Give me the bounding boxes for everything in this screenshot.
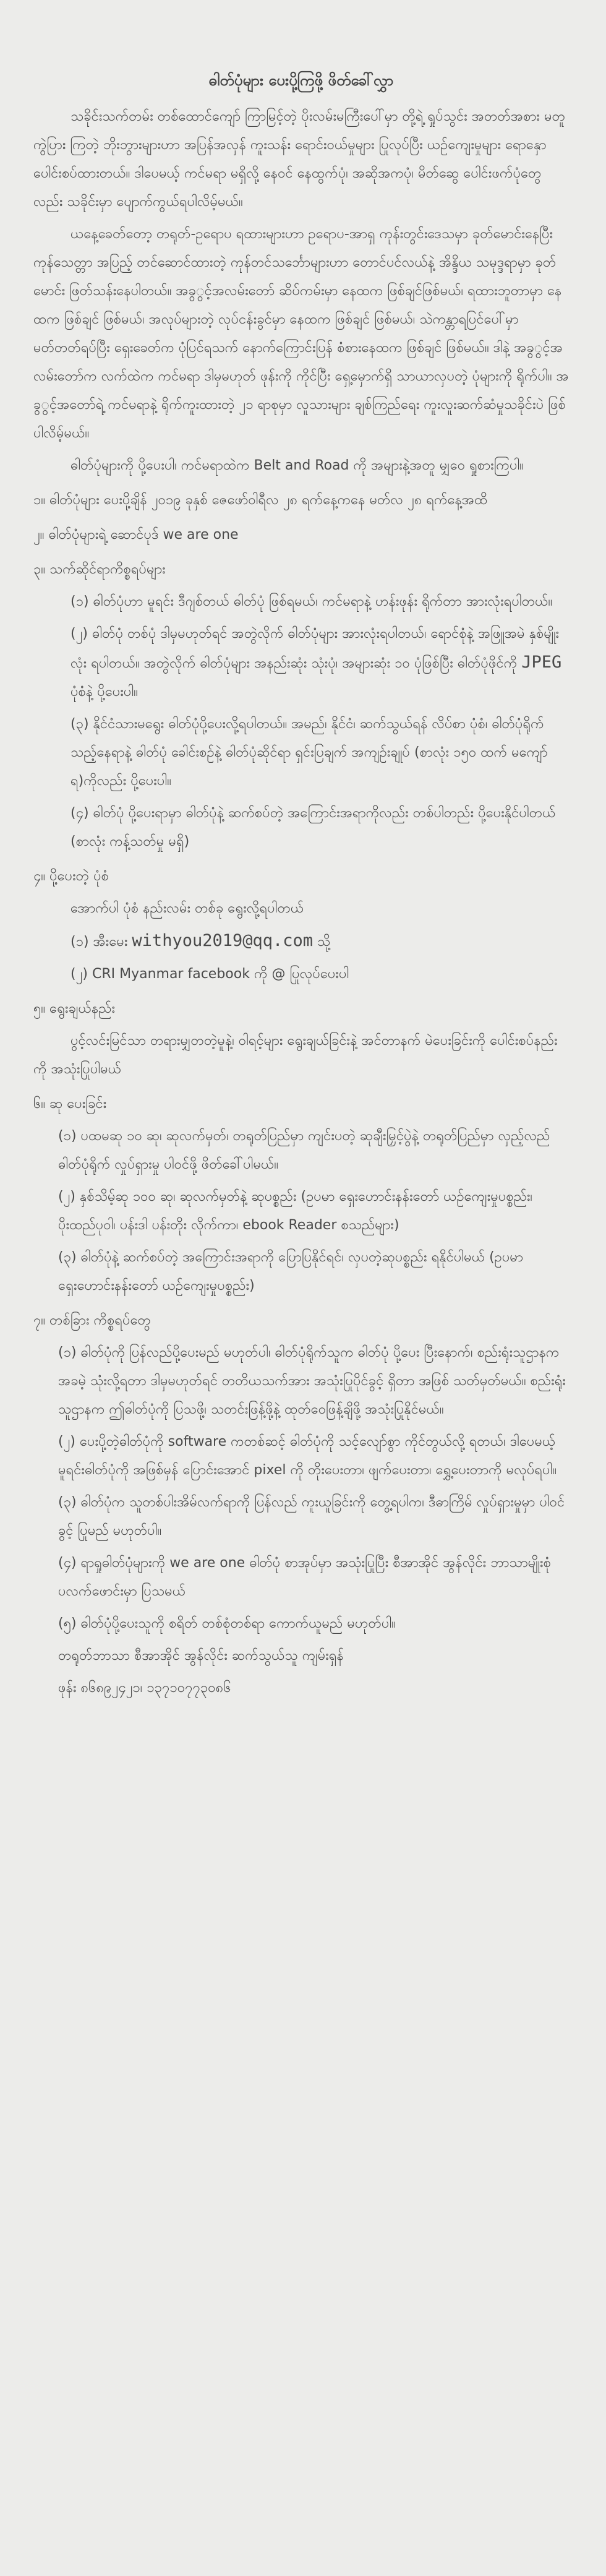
intro-paragraph-1: သခိုင်းသက်တမ်း တစ်ထောင်ကျော် ကြာမြင့်တဲ့ ပိုးလမ်းမကြီးပေါ်မှာ တို့ရဲ့ ရှုပ်သွင်း အတတ်အစား မတူကွဲပြား ကြတဲ့ ဘိုးဘွားများဟာ အပြန်အလှန် ကူးသန်း ရောင်းဝယ်မှုများ ပြုလုပ်ပြီး ယဉ်ကျေးမှုများ ရောနှောပေါင်းစပ်ထားတယ်။ ဒါပေမယ့် ကင်မရာ မရှိလို့ နေဝင် နေထွက်ပုံ၊ အဆိုအကပုံ၊ မိတ်ဆွေ ပေါင်းဖက်ပုံတွေလည်း သခိုင်းမှာ ပျောက်ကွယ်ရပါလိမ့်မယ်။	[33, 109, 566, 210]
section-4-heading: ၄။ ပို့ပေးတဲ့ ပုံစံ	[33, 869, 109, 884]
section-5-heading: ၅။ ရွေးချယ်နည်း	[33, 1001, 116, 1016]
section-7-heading: ၇။ တစ်ခြား ကိစ္စရပ်တွေ	[33, 1313, 151, 1328]
section-3-item-2-text-a: (၂) ဓါတ်ပုံ တစ်ပုံ ဒါမှမဟုတ်ရင် အတွဲလိုက် ဓါတ်ပုံများ အားလုံးရပါတယ်၊ ရောင်စုံနဲ့ အဖြူအမဲ နှစ်မျိုးလုံး ရပါတယ်။ အတွဲလိုက် ဓါတ်ပုံများ အနည်းဆုံး သုံးပုံ၊ အများဆုံး ၁၀ ပုံဖြစ်ပြီး ဓါတ်ပုံဖိုင်ကို	[70, 626, 560, 671]
contact-phone: ဖုန်း ၈၆၈၉၂၄၂၁၊ ၁၃၇၁၀၇၇၃၀၈၆	[58, 1680, 231, 1696]
section-2-slogan: ၂။ ဓါတ်ပုံများရဲ့ ဆောင်ပုဒ် we are one	[33, 527, 239, 543]
jpeg-format-label: JPEG	[521, 653, 562, 672]
intro-paragraph-2: ယနေ့ခေတ်တော့ တရုတ်-ဥရောပ ရထားများဟာ ဥရောပ-အာရှ ကုန်းတွင်းဒေသမှာ ခုတ်မောင်းနေပြီး ကုန်သေတ္တာ အပြည့် တင်ဆောင်ထားတဲ့ ကုန်တင်သင်္ဘောများဟာ တောင်ပင်လယ်နဲ့ အိန္ဒိယ သမုဒ္ဒရာမှာ ခုတ်မောင်း ဖြတ်သန်းနေပါတယ်။ အခွွင့်အလမ်းတော် ဆိပ်ကမ်းမှာ နေထက ဖြစ်ချင်ဖြစ်မယ်၊ ရထားဘူတာမှာ နေထက ဖြစ်ချင် ဖြစ်မယ်၊ အလုပ်များတဲ့ လုပ်ငန်းခွင်မှာ နေထက ဖြစ်ချင် ဖြစ်မယ်၊ သဲကန္တာရပြင်ပေါ်မှာ မတ်တတ်ရပ်ပြီး ရှေးခေတ်က ပုံပြင်ရသက် နောက်ကြောင်းပြန် စံစားနေထက ဖြစ်ချင် ဖြစ်မယ်။ ဒါနဲ့ အခွွင့်အလမ်းတော်က လက်ထဲက ကင်မရာ ဒါမှမဟုတ် ဖုန်းကို ကိုင်ပြီး ရှေ့မှောက်ရှိ သာယာလှပတဲ့ ပုံများကို ရိုက်ပါ။ အခွွင့်အတော်ရဲ့ ကင်မရာနဲ့ ရိုက်ကူးထားတဲ့ ၂၁ ရာစုမှာ လူသားများ ချစ်ကြည်ရေး ကူးလူးဆက်ဆံမှုသခိုင်းပဲ ဖြစ်ပါလိမ့်မယ်။	[33, 226, 569, 441]
section-7-item-2: (၂) ပေးပို့တဲ့ဓါတ်ပုံကို software ကတစ်ဆင့် ဓါတ်ပုံကို သင့်လျော်စွာ ကိုင်တွယ်လို့ ရတယ်၊ ဒါပေမယ့် မူရင်းဓါတ်ပုံကို အဖြစ်မှန် ပြောင်းအောင် pixel ကို တိုးပေးတာ၊ ဖျက်ပေးတာ၊ ရွှေ့ပေးတာကို မလုပ်ရပါ။	[58, 1434, 557, 1478]
section-7-item-3: (၃) ဓါတ်ပုံက သူတစ်ပါးအိမ်လက်ရာကို ပြန်လည် ကူးယူခြင်းကို တွေ့ရပါက၊ ဒီဓာကြိမ် လှုပ်ရှားမှုမှာ ပါဝင်ခွင့် ပြုမည် မဟုတ်ပါ။	[58, 1495, 565, 1539]
section-1-submission-period: ၁။ ဓါတ်ပုံများ ပေးပို့ချိန် ၂၀၁၉ ခုနှစ် ဇေဖော်ဝါရီလ ၂၈ ရက်နေ့ကနေ မတ်လ ၂၈ ရက်နေ့အထိ	[33, 492, 488, 508]
section-4-item-1	[33, 927, 569, 956]
section-7-item-5: (၅) ဓါတ်ပုံပို့ပေးသူကို စရိတ် တစ်စုံတစ်ရာ ကောက်ယူမည် မဟုတ်ပါ။	[58, 1616, 396, 1631]
section-7-item-1: (၁) ဓါတ်ပုံကို ပြန်လည်ပို့ပေးမည် မဟုတ်ပါ၊ ဓါတ်ပုံရိုက်သူက ဓါတ်ပုံ ပို့ပေး ပြီးနောက်၊ စည်းရုံးသူဌာနက အခမဲ့ သုံးလို့ရတာ ဒါမှမဟုတ်ရင် တတိယသက်အား အသုံးပြုပိုင်ခွင့် ရှိတာ အဖြစ် သတ်မှတ်မယ်။ စည်းရုံးသူဌာနက ဤဓါတ်ပုံကို ပြသဖို့၊ သတင်းဖြန့်ဖို့နဲ့ ထုတ်ဝေဖြန့်ချိဖို့ အသုံးပြုနိုင်မယ်။	[58, 1345, 566, 1417]
section-7-item-4: (၄) ရာရှုဓါတ်ပုံများကို we are one ဓါတ်ပုံ စာအုပ်မှာ အသုံးပြုပြီး စီအာအိုင် အွန်လိုင်း ဘာသာမျိုးစုံ ပလက်ဖောင်းမှာ ပြသမယ်	[58, 1555, 551, 1599]
document-title: ဓါတ်ပုံများ ပေးပို့ကြဖို့ ဖိတ်ခေါ်လွှာ	[208, 72, 394, 89]
section-3-heading: ၃။ သက်ဆိုင်ရာကိစ္စရပ်များ	[33, 562, 166, 577]
intro-paragraph-3: ဓါတ်ပုံများကို ပို့ပေးပါ၊ ကင်မရာထဲက Belt and Road ကို အများနဲ့အတူ မျှဝေ ရှုစားကြပါ။	[70, 458, 524, 473]
section-3-item-2-text-b: ပုံစံနဲ့ ပို့ပေးပါ။	[70, 684, 138, 700]
section-3-item-2	[33, 620, 569, 706]
section-4-item-2: (၂) CRI Myanmar facebook ကို @ ပြုလုပ်ပေးပါ	[70, 966, 349, 982]
section-3-item-1: (၁) ဓါတ်ပုံဟာ မူရင်း ဒီဂျစ်တယ် ဓါတ်ပုံ ဖြစ်ရမယ်၊ ကင်မရာနဲ့ ဟန်းဖုန်း ရိုက်တာ အားလုံးရပါတယ်။	[70, 594, 553, 609]
section-5-body: ပွင့်လင်းမြင်သာ တရားမျှတတဲ့မူနဲ့၊ ဝါရင့်များ ရွေးချယ်ခြင်းနဲ့ အင်တာနက် မဲပေးခြင်းကို ပေါင်းစပ်နည်းကို အသုံးပြုပါမယ်	[33, 1033, 558, 1077]
section-3-item-4: (၄) ဓါတ်ပုံ ပို့ပေးရာမှာ ဓါတ်ပုံနဲ့ ဆက်စပ်တဲ့ အကြောင်းအရာကိုလည်း တစ်ပါတည်း ပို့ပေးနိုင်ပါတယ် (စာလုံး ကန့်သတ်မှု မရှိ)	[70, 805, 556, 849]
contact-person: တရုတ်ဘာသာ စီအာအိုင် အွန်လိုင်း ဆက်သွယ်သူ ကျမ်းရှန်	[58, 1648, 344, 1664]
email-address-link[interactable]: withyou2019@qq.com	[132, 931, 314, 950]
section-6-heading: ၆။ ဆု ပေးခြင်း	[33, 1096, 107, 1112]
section-6-item-1: (၁) ပထမဆု ၁၀ ဆု၊ ဆုလက်မှတ်၊ တရုတ်ပြည်မှာ ကျင်းပတဲ့ ဆုချီးမြှင့်ပွဲနဲ့ တရုတ်ပြည်မှာ လှည့်လည်ဓါတ်ပုံရိုက် လှုပ်ရှားမှု ပါဝင်ဖို့ ဖိတ်ခေါ်ပါမယ်။	[58, 1128, 550, 1172]
section-6-item-2: (၂) နှစ်သိမ့်ဆု ၁၀၀ ဆု၊ ဆုလက်မှတ်နဲ့ ဆုပစ္စည်း (ဥပမာ ရှေးဟောင်းနန်းတော် ယဉ်ကျေးမှုပစ္စည်း၊ ပိုးထည်ပုဝါ၊ ပန်းဒါ ပန်းတိုး လိုက်ကာ၊ ebook Reader စသည်များ)	[58, 1189, 533, 1233]
section-3-item-3: (၃) နိုင်ငံသားမရွေး ဓါတ်ပုံပို့ပေးလို့ရပါတယ်။ အမည်၊ နိုင်ငံ၊ ဆက်သွယ်ရန် လိပ်စာ ပုံစံ၊ ဓါတ်ပုံရိုက်သည့်နေရာနဲ့ ဓါတ်ပုံ ခေါင်းစဉ်နဲ့ ဓါတ်ပုံဆိုင်ရာ ရှင်းပြချက် အကျဉ်းချုပ် (စာလုံး ၁၅၀ ထက် မကျော်ရ)ကိုလည်း ပို့ပေးပါ။	[70, 716, 548, 789]
email-prefix: (၁) အီးမေး	[70, 934, 128, 950]
email-suffix: သို့	[317, 934, 331, 950]
section-4-intro: အောက်ပါ ပုံစံ နည်းလမ်း တစ်ခု ရွေးလို့ရပါတယ်	[70, 901, 304, 916]
section-6-item-3: (၃) ဓါတ်ပုံနဲ့ ဆက်စပ်တဲ့ အကြောင်းအရာကို ပြောပြနိုင်ရင်၊ လှပတဲ့ဆုပစ္စည်း ရနိုင်ပါမယ် (ဥပမာ ရှေးဟောင်းနန်းတော် ယဉ်ကျေးမှုပစ္စည်း)	[58, 1250, 524, 1294]
